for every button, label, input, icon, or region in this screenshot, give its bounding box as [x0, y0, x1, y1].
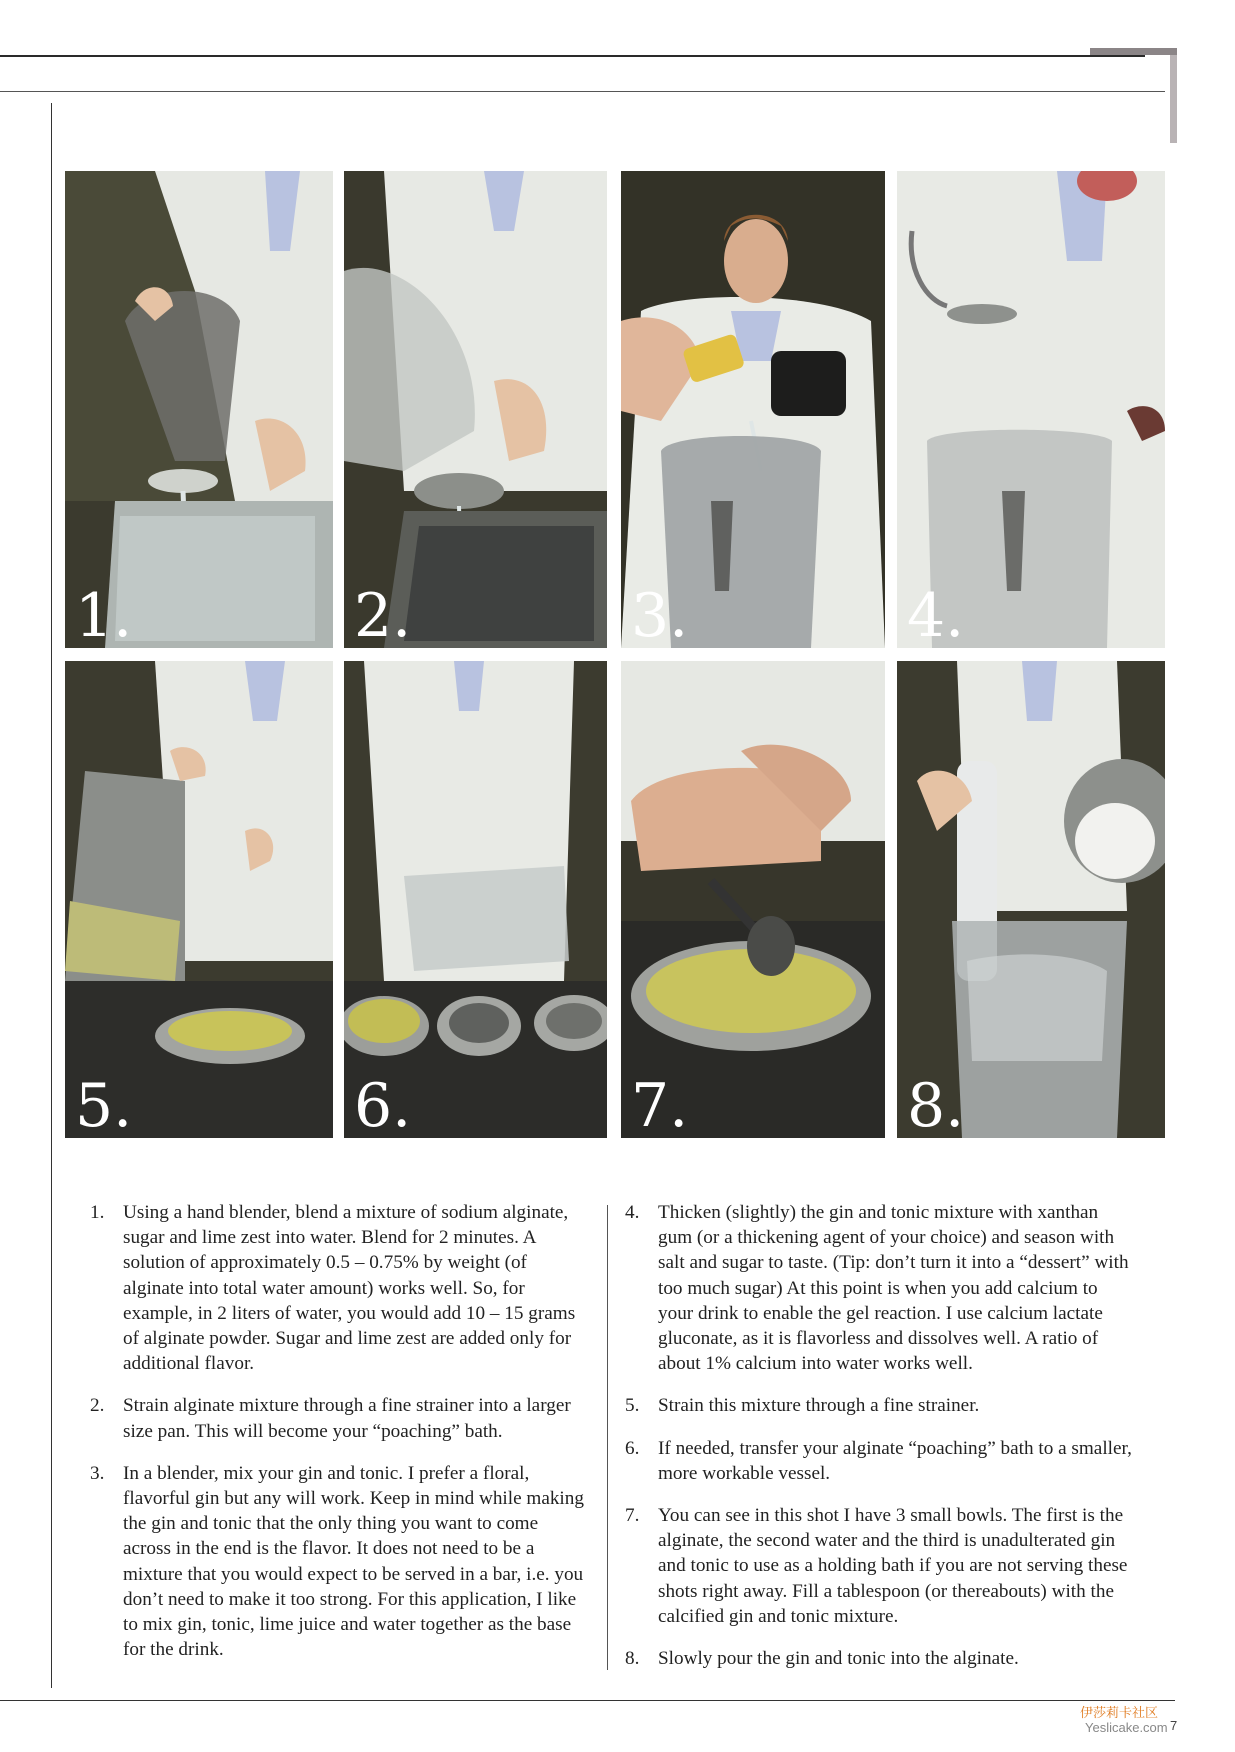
page-corner-ornament	[1090, 48, 1177, 143]
header-rule-secondary	[0, 91, 1165, 92]
step-photo-1	[65, 171, 333, 648]
instruction-step	[625, 1393, 1135, 1418]
step-photo-3	[621, 171, 885, 648]
photo-mixing-gin-tonic	[621, 171, 885, 648]
photo-adding-xanthan-gum	[897, 171, 1165, 648]
step-number: 5.	[75, 1071, 133, 1138]
left-margin-rule	[51, 103, 52, 1688]
photo-three-bowls	[344, 661, 607, 1138]
step-number: 1.	[75, 581, 133, 648]
step-text: You can see in this shot I have 3 small bowls. The first is the alginate, the second water and the third is unadulterated gin and tonic to use as a holding bath if you are not serving these shots right away. Fill a tablespoon (or thereabouts) with the calcified gin and tonic mixture.	[658, 1505, 1128, 1627]
step-number: 3.	[631, 581, 689, 648]
step-number: 6.	[354, 1071, 412, 1138]
step-index: 2.	[90, 1395, 105, 1417]
photo-straining-mixture	[65, 661, 333, 1138]
instruction-step	[625, 1436, 1135, 1486]
step-index: 3.	[90, 1462, 105, 1484]
step-index: 8.	[625, 1648, 640, 1670]
step-photo-6	[344, 661, 607, 1138]
step-text: Strain this mixture through a fine strainer.	[658, 1395, 980, 1417]
watermark-text: 伊莎莉卡社区	[1080, 1706, 1159, 1721]
header-rule	[0, 55, 1145, 57]
step-photo-2	[344, 171, 607, 648]
step-text: In a blender, mix your gin and tonic. I prefer a floral, flavorful gin but any will work. Keep in mind while making the gin and tonic that the only thing you want to come across in the end is the flavor. It does not need to be a mixture that you would expect to be served in a bar, i.e. you don’t need to make it too strong. For this application, I like to mix gin, tonic, lime juice and water together as the base for the drink.	[123, 1462, 584, 1661]
step-index: 5.	[625, 1395, 640, 1417]
step-photo-7	[621, 661, 885, 1138]
step-text: Thicken (slightly) the gin and tonic mixture with xanthan gum (or a thickening agent of your choice) and season with salt and sugar to taste. (Tip: don’t turn it into a “dessert” with too much sugar) At this point is when you add calcium to your drink to enable the gel reaction. I use calcium lactate gluconate, as it is flavorless and dissolves well. A ratio of about 1% calcium into water works well.	[658, 1202, 1129, 1375]
step-photo-8	[897, 661, 1165, 1138]
step-number: 8.	[907, 1071, 965, 1138]
photo-filling-spoon	[621, 661, 885, 1138]
step-number: 4.	[907, 581, 965, 648]
watermark-url: Yeslicake.com	[1085, 1720, 1168, 1735]
step-index: 4.	[625, 1202, 640, 1223]
step-photo-5	[65, 661, 333, 1138]
step-text: Using a hand blender, blend a mixture of sodium alginate, sugar and lime zest into water. Blend for 2 minutes. A solution of approximately 0.5 – 0.75% by weight (of alginate into total water amount) works well. So, for example, in 2 liters of water, you would add 10 – 15 grams of alginate powder. Sugar and lime zest are added only for additional flavor.	[123, 1202, 576, 1375]
step-text: If needed, transfer your alginate “poaching” bath to a smaller, more workable vessel.	[658, 1437, 1132, 1484]
step-index: 7.	[625, 1505, 640, 1527]
instruction-step	[625, 1200, 1135, 1376]
page-number: 7	[1170, 1718, 1178, 1733]
step-number: 7.	[631, 1071, 689, 1138]
instruction-step	[90, 1461, 585, 1663]
column-divider	[607, 1205, 608, 1670]
instructions-right-column	[625, 1200, 1135, 1688]
photo-pouring-into-alginate	[897, 661, 1165, 1138]
step-index: 1.	[90, 1202, 105, 1223]
step-text: Slowly pour the gin and tonic into the alginate.	[658, 1648, 1019, 1670]
step-photo-4	[897, 171, 1165, 648]
instruction-step	[90, 1200, 585, 1376]
instruction-step	[625, 1646, 1135, 1671]
photo-pouring-blender-jar	[65, 171, 333, 648]
footer-rule	[0, 1700, 1175, 1701]
instruction-step	[625, 1503, 1135, 1629]
instructions-left-column	[90, 1200, 585, 1679]
step-text: Strain alginate mixture through a fine strainer into a larger size pan. This will become your “poaching” bath.	[123, 1395, 571, 1442]
step-number: 2.	[354, 581, 412, 648]
step-index: 6.	[625, 1437, 640, 1459]
photo-straining-into-pan	[344, 171, 607, 648]
instruction-step	[90, 1393, 585, 1443]
